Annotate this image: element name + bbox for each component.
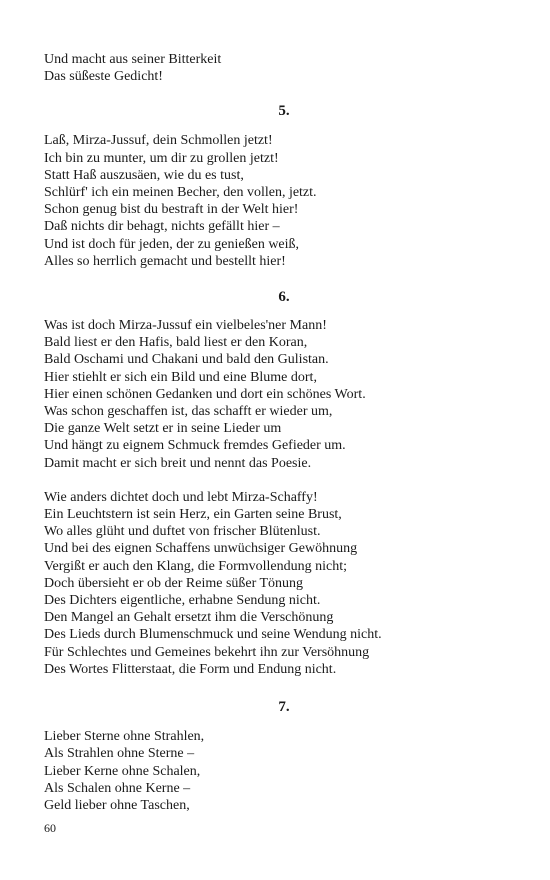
poem-number-6: 6.: [278, 289, 290, 306]
poem-6-stanza-1: [44, 317, 514, 472]
page-body: [44, 51, 514, 814]
page-number: 60: [44, 821, 56, 835]
verse-line: Und hängt zu eignem Schmuck fremdes Gefieder um.: [44, 438, 346, 454]
verse-line: Damit macht er sich breit und nennt das Poesie.: [44, 455, 312, 471]
verse-line: Die ganze Welt setzt er in seine Lieder um: [44, 421, 282, 437]
poem-6-stanza-2: [44, 489, 514, 678]
verse-line: Ein Leuchtstern ist sein Herz, ein Garten seine Brust,: [44, 507, 342, 523]
verse-line: Den Mangel an Gehalt ersetzt ihm die Verschönung: [44, 610, 334, 626]
verse-line: Daß nichts dir behagt, nichts gefällt hier –: [44, 219, 280, 235]
verse-line: Was ist doch Mirza-Jussuf ein vielbeles'ner Mann!: [44, 318, 327, 334]
poem-number-7: 7.: [278, 699, 290, 716]
poem-5-stanza: [44, 132, 514, 270]
verse-line: Des Lieds durch Blumenschmuck und seine Wendung nicht.: [44, 627, 382, 643]
verse-line: Und bei des eignen Schaffens unwüchsiger Gewöhnung: [44, 541, 358, 557]
verse-line: Alles so herrlich gemacht und bestellt hier!: [44, 253, 286, 269]
verse-line: Wo alles glüht und duftet von frischer Blütenlust.: [44, 524, 321, 540]
verse-line: Laß, Mirza-Jussuf, dein Schmollen jetzt!: [44, 133, 273, 149]
verse-line: Was schon geschaffen ist, das schafft er wieder um,: [44, 404, 333, 420]
verse-line: Lieber Kerne ohne Schalen,: [44, 763, 201, 779]
verse-line: Für Schlechtes und Gemeines bekehrt ihn zur Versöhnung: [44, 644, 370, 660]
verse-line: Hier einen schönen Gedanken und dort ein schönes Wort.: [44, 386, 366, 402]
verse-line: Schlürf' ich ein meinen Becher, den vollen, jetzt.: [44, 185, 317, 201]
verse-line: Lieber Sterne ohne Strahlen,: [44, 729, 205, 745]
verse-line: Und ist doch für jeden, der zu genießen weiß,: [44, 236, 300, 252]
verse-line: Vergißt er auch den Klang, die Formvollendung nicht;: [44, 558, 348, 574]
verse-line: Das süßeste Gedicht!: [44, 69, 163, 85]
verse-line: Bald liest er den Hafis, bald liest er den Koran,: [44, 335, 308, 351]
verse-line: Hier stiehlt er sich ein Bild und eine Blume dort,: [44, 369, 317, 385]
verse-line: Ich bin zu munter, um dir zu grollen jetzt!: [44, 150, 279, 166]
poem-7-stanza: [44, 728, 514, 814]
verse-line: Geld lieber ohne Taschen,: [44, 797, 190, 813]
verse-line: Doch übersieht er ob der Reime süßer Tönung: [44, 575, 304, 591]
verse-line: Des Dichters eigentliche, erhabne Sendung nicht.: [44, 593, 321, 609]
verse-line: Als Strahlen ohne Sterne –: [44, 746, 195, 762]
verse-line: Statt Haß auszusäen, wie du es tust,: [44, 167, 244, 183]
verse-line: Als Schalen ohne Kerne –: [44, 780, 191, 796]
intro-stanza: [44, 51, 514, 85]
verse-line: Schon genug bist du bestraft in der Welt hier!: [44, 202, 299, 218]
verse-line: Und macht aus seiner Bitterkeit: [44, 52, 222, 67]
verse-line: Wie anders dichtet doch und lebt Mirza-Schaffy!: [44, 489, 318, 505]
stanza-gap: [44, 472, 514, 489]
poem-number-5: 5.: [278, 103, 290, 120]
verse-line: Bald Oschami und Chakani und bald den Gulistan.: [44, 352, 329, 368]
verse-line: Des Wortes Flitterstaat, die Form und Endung nicht.: [44, 661, 337, 677]
